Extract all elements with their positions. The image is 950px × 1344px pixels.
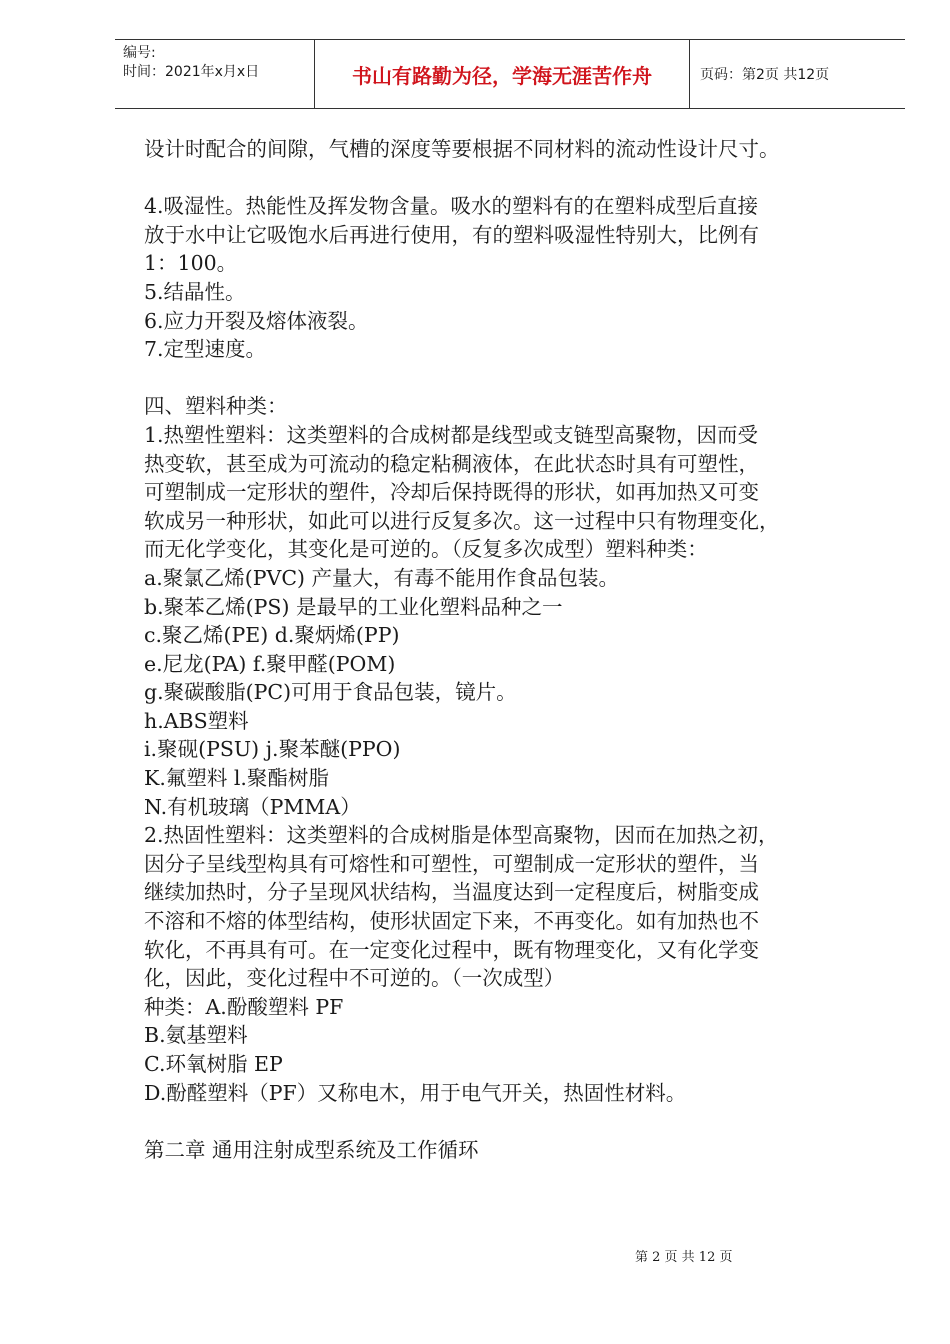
text-line: 1：100。 <box>144 251 238 276</box>
text-line: c.聚乙烯(PE) d.聚炳烯(PP) <box>144 623 400 648</box>
header-meta <box>115 40 315 108</box>
text-line: D.酚醛塑料（PF）又称电木，用于电气开关，热固性材料。 <box>144 1080 687 1105</box>
text-line: 而无化学变化，其变化是可逆的。（反复多次成型）塑料种类： <box>144 537 708 562</box>
text-line: a.聚氯乙烯(PVC) 产量大，有毒不能用作食品包装。 <box>144 565 620 590</box>
text-line: 2.热固性塑料：这类塑料的合成树脂是体型高聚物，因而在加热之初， <box>144 823 779 848</box>
text-line: e.尼龙(PA) f.聚甲醛(POM) <box>144 651 396 676</box>
document-number: 编号: <box>123 45 156 61</box>
text-line: 种类：A.酚酸塑料 PF <box>144 994 344 1019</box>
text-line: N.有机玻璃（PMMA） <box>144 794 361 819</box>
blank-line <box>144 364 884 393</box>
header-motto: 书山有路勤为径，学海无涯苦作舟 <box>315 40 690 108</box>
text-line: 因分子呈线型构具有可熔性和可塑性，可塑制成一定形状的塑件，当 <box>144 851 759 876</box>
page-header <box>115 39 905 109</box>
text-line: B.氨基塑料 <box>144 1023 248 1048</box>
text-line: 5.结晶性。 <box>144 279 246 304</box>
text-line: 7.定型速度。 <box>144 337 267 362</box>
text-line: g.聚碳酸脂(PC)可用于食品包装，镜片。 <box>144 680 517 705</box>
text-line: 软成另一种形状，如此可以进行反复多次。这一过程中只有物理变化， <box>144 508 780 533</box>
text-line: 6.应力开裂及熔体液裂。 <box>144 308 369 333</box>
text-line: 设计时配合的间隙，气槽的深度等要根据不同材料的流动性设计尺寸。 <box>144 137 780 161</box>
text-line: 不溶和不熔的体型结构，使形状固定下来，不再变化。如有加热也不 <box>144 909 759 934</box>
text-line: 4.吸湿性。热能性及挥发物含量。吸水的塑料有的在塑料成型后直接 <box>144 194 759 219</box>
footer-page-number: 第 2 页 共 12 页 <box>635 1250 733 1265</box>
text-line: 软化，不再具有可。在一定变化过程中，既有物理变化，又有化学变 <box>144 937 759 962</box>
blank-line <box>144 164 884 193</box>
blank-line <box>144 1107 884 1136</box>
text-line: 继续加热时，分子呈现风状结构，当温度达到一定程度后，树脂变成 <box>144 880 759 905</box>
text-line: C.环氧树脂 EP <box>144 1052 283 1076</box>
text-line: 化，因此，变化过程中不可逆的。（一次成型） <box>144 966 565 991</box>
text-line: 可塑制成一定形状的塑件，冷却后保持既得的形状，如再加热又可变 <box>144 480 759 505</box>
text-line: 第二章 通用注射成型系统及工作循环 <box>144 1137 479 1162</box>
document-body <box>144 135 884 1164</box>
text-line: 热变软，甚至成为可流动的稳定粘稠液体，在此状态时具有可塑性， <box>144 451 759 476</box>
text-line: 四、塑料种类： <box>144 394 288 419</box>
header-page-number: 页码：第2页 共12页 <box>700 67 830 83</box>
text-line: i.聚砚(PSU) j.聚苯醚(PPO) <box>144 737 401 762</box>
text-line: b.聚苯乙烯(PS) 是最早的工业化塑料品种之一 <box>144 594 563 619</box>
text-line: 放于水中让它吸饱水后再进行使用，有的塑料吸湿性特别大，比例有 <box>144 222 759 247</box>
text-line: K.氟塑料 l.聚酯树脂 <box>144 766 329 791</box>
text-line: 1.热塑性塑料：这类塑料的合成树都是线型或支链型高聚物，因而受 <box>144 422 759 447</box>
text-line: h.ABS塑料 <box>144 708 249 733</box>
document-time: 时间：2021年x月x日 <box>123 64 260 80</box>
